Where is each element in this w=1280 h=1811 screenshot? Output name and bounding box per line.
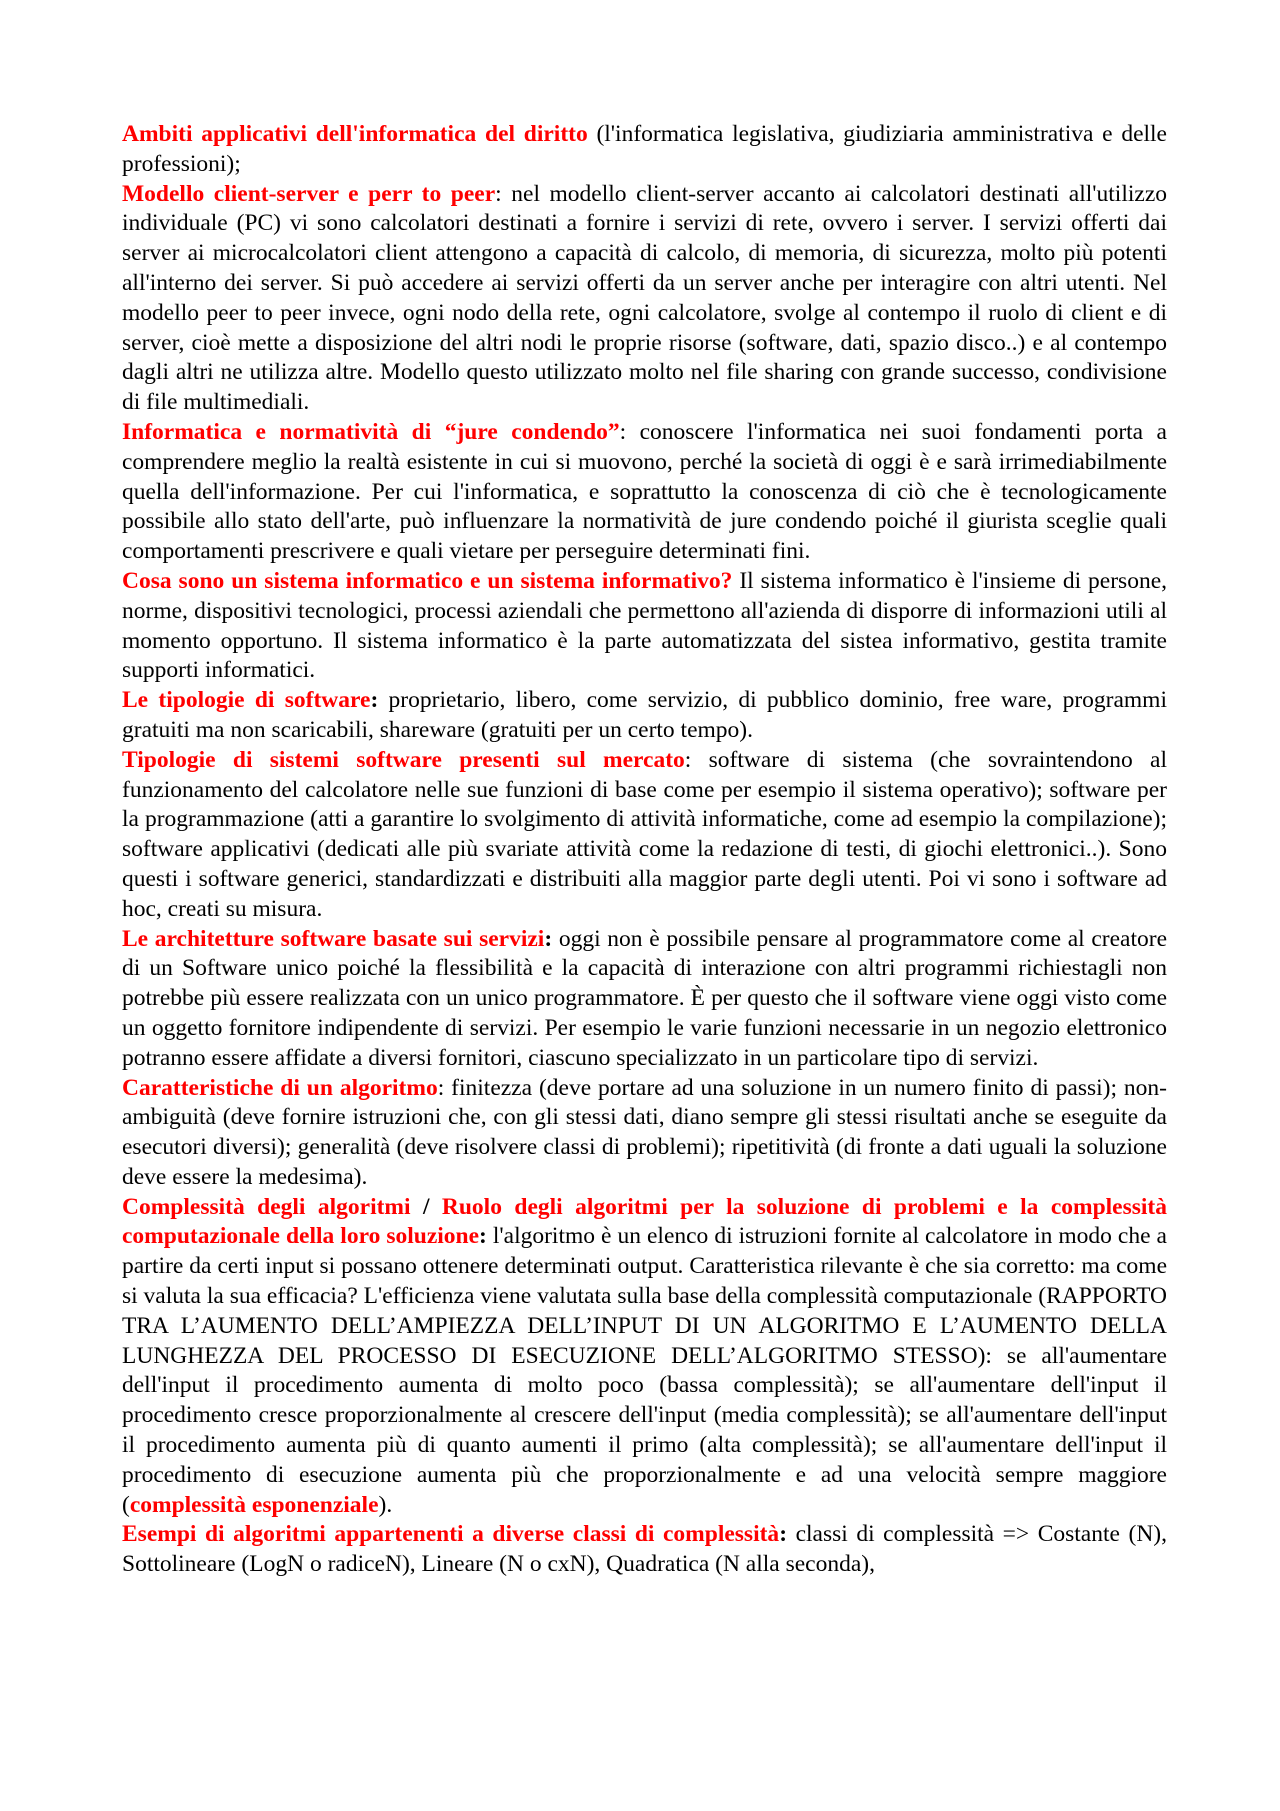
entry-body: classi di complessità => Costante (N), Sottolineare (LogN o radiceN), Lineare (N o cxN), Quadratica (N alla seconda), [122, 1521, 1167, 1578]
entry-body: : conoscere l'informatica nei suoi fondamenti porta a comprendere meglio la realtà esistente in cui si muovono, perché la società di oggi è e sarà irrimediabilmente quella dell'informazione. Per cui l'informatica, e soprattutto la conoscenza di ciò che è tecnologicamente possibile allo stato dell'arte, può influenzare la normatività de jure condendo poiché il giurista sceglie quali comportamenti prescrivere e quali vietare per perseguire determinati fini. [122, 418, 1167, 565]
entry-title: Cosa sono un sistema informatico e un sistema informativo? [122, 567, 733, 594]
entry-sistemi-software-mercato [122, 746, 1167, 925]
entry-tipologie-software [122, 686, 1167, 746]
entry-title: Le architetture software basate sui servizi [122, 925, 545, 952]
entry-body: : software di sistema (che sovraintendono al funzionamento del calcolatore nelle sue funzioni di base come per esempio il sistema operativo); software per la programmazione (atti a garantire lo svolgimento di attività informatiche, come ad esempio la compilazione); software applicativi (dedicati alle più svariate attività come la redazione di testi, di giochi elettronici..). Sono questi i software generici, standardizzati e distribuiti alla maggior parte degli utenti. Poi vi sono i software ad hoc, creati su misura. [122, 746, 1167, 922]
document-page [122, 120, 1167, 1580]
entry-esempi-algoritmi [122, 1520, 1167, 1580]
entry-body: oggi non è possibile pensare al programmatore come al creatore di un Software unico poiché la flessibilità e la capacità di interazione con altri programmi richiestagli non potrebbe più essere realizzata con un unico programmatore. È per questo che il software viene oggi visto come un oggetto fornitore indipendente di servizi. Per esempio le varie funzioni necessarie in un negozio elettronico potranno essere affidate a diversi fornitori, ciascuno specializzato in un particolare tipo di servizi. [122, 925, 1167, 1071]
entry-body: Il sistema informatico è l'insieme di persone, norme, dispositivi tecnologici, processi aziendali che permettono all'azienda di disporre di informazioni utili al momento opportuno. Il sistema informatico è la parte automatizzata del sistea informativo, gestita tramite supporti informatici. [122, 567, 1168, 684]
entry-body: l'algoritmo è un elenco di istruzioni fornite al calcolatore in modo che a partire da certi input si possano ottenere determinati output. Caratteristica rilevante è che sia corretto: ma come si valuta la sua efficacia? L'efficienza viene valutata sulla base della complessità computazionale (RAPPORTO TRA L’AUMENTO DELL’AMPIEZZA DELL’INPUT DI UN ALGORITMO E L’AUMENTO DELLA LUNGHEZZA DEL PROCESSO DI ESECUZIONE DELL’ALGORITMO STESSO): se all'aumentare dell'input il procedimento aumenta di molto poco (bassa complessità); se all'aumentare dell'input il procedimento cresce proporzionalmente al crescere dell'input (media complessità); se all'aumentare dell'input il procedimento aumenta più di quanto aumenti il primo (alta complessità); se all'aumentare dell'input il procedimento di esecuzione aumenta più che proporzionalmente e ad una velocità sempre maggiore ( [122, 1223, 1167, 1518]
entry-title-colon: : [779, 1521, 788, 1548]
entry-client-server [122, 180, 1167, 418]
entry-title: Tipologie di sistemi software presenti sul mercato [122, 746, 685, 773]
entry-title-colon: : [544, 925, 553, 952]
entry-title: Complessità degli algoritmi [122, 1193, 411, 1220]
entry-title-colon: : [479, 1223, 487, 1250]
entry-title: Informatica e normatività di “jure condendo” [122, 418, 620, 445]
entry-body: : finitezza (deve portare ad una soluzione in un numero finito di passi); non-ambiguità (deve fornire istruzioni che, con gli stessi dati, diano sempre gli stessi risultati anche se eseguite da esecutori diversi); generalità (deve risolvere classi di problemi); ripetitività (di fronte a dati uguali la soluzione deve essere la medesima). [122, 1074, 1167, 1190]
entry-body: : nel modello client-server accanto ai calcolatori destinati all'utilizzo individuale (PC) vi sono calcolatori destinati a fornire i servizi di rete, ovvero i server. I servizi offerti dai server ai microcalcolatori client attengono a capacità di calcolo, di memoria, di sicurezza, molto più potenti all'interno dei server. Si può accedere ai servizi offerti da un server anche per interagire con altri utenti. Nel modello peer to peer invece, ogni nodo della rete, ogni calcolatore, svolge al contempo il ruolo di client e di server, cioè mette a disposizione del altri nodi le proprie risorse (software, dati, spazio disco..) e al contempo dagli altri ne utilizza altre. Modello questo utilizzato molto nel file sharing con grande successo, condivisione di file multimediali. [122, 180, 1168, 416]
entry-complessita-algoritmi [122, 1193, 1167, 1521]
entry-body: (l'informatica legislativa, giudiziaria amministrativa e delle professioni); [122, 121, 1167, 177]
inline-highlight: complessità esponenziale [129, 1491, 379, 1518]
entry-title: Modello client-server e perr to peer [122, 180, 496, 207]
entry-body: proprietario, libero, come servizio, di pubblico dominio, free ware, programmi gratuiti ma non scaricabili, shareware (gratuiti per un certo tempo). [122, 687, 1167, 743]
entry-ambiti-applicativi [122, 120, 1167, 180]
entry-title: Le tipologie di software [122, 687, 371, 714]
entry-caratteristiche-algoritmo [122, 1074, 1167, 1193]
entry-title-separator: / [410, 1193, 442, 1220]
entry-body-end: ). [378, 1491, 393, 1518]
entry-title: Ambiti applicativi dell'informatica del diritto [122, 121, 588, 147]
entry-title-secondary: Ruolo degli algoritmi per la soluzione di problemi e la complessità computazionale della loro soluzione [122, 1193, 1168, 1250]
entry-sistema-informatico [122, 567, 1167, 686]
entry-jure-condendo [122, 418, 1167, 567]
entry-title: Caratteristiche di un algoritmo [122, 1074, 438, 1101]
entry-title-colon: : [370, 687, 379, 714]
entry-title: Esempi di algoritmi appartenenti a diverse classi di complessità [122, 1521, 780, 1548]
entry-architetture-software [122, 925, 1167, 1074]
